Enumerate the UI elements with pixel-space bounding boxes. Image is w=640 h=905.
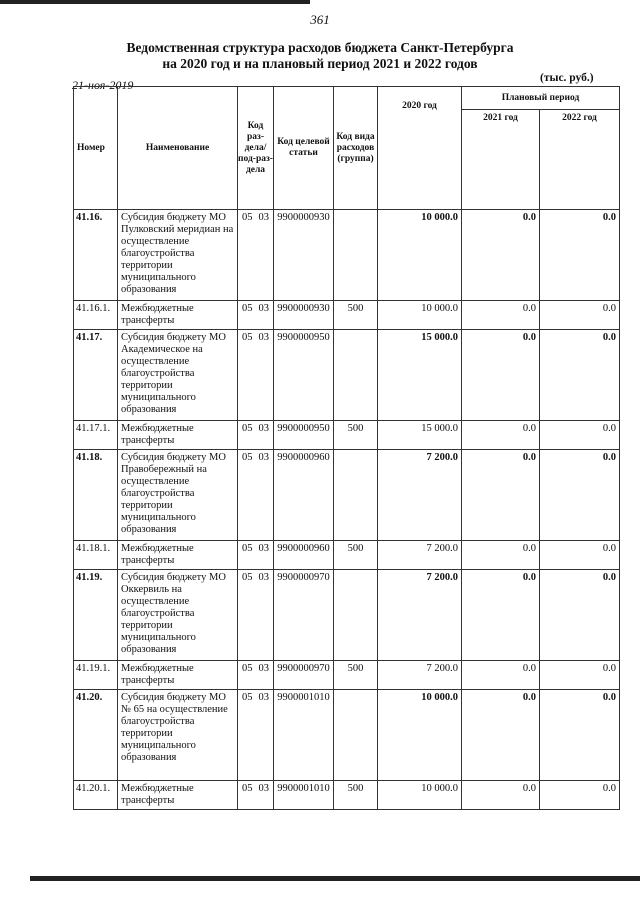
row-target-code: 9900000960 bbox=[274, 450, 334, 541]
row-value-2022: 0.0 bbox=[540, 330, 620, 421]
header-type: Код вида расходов (группа) bbox=[334, 87, 378, 210]
header-number: Номер bbox=[74, 87, 118, 210]
document-title bbox=[0, 40, 640, 72]
row-value-2020: 7 200.0 bbox=[378, 450, 462, 541]
header-plan-period: Плановый период bbox=[462, 87, 620, 110]
row-section: 05 bbox=[242, 423, 253, 434]
row-value-2020: 10 000.0 bbox=[378, 210, 462, 301]
row-value-2022: 0.0 bbox=[540, 781, 620, 810]
row-name: Субсидия бюджету МО Академическое на осуществление благоустройства территории муниципального образования bbox=[118, 330, 238, 421]
row-value-2020: 15 000.0 bbox=[378, 421, 462, 450]
row-section: 05 bbox=[242, 332, 253, 343]
row-value-2022: 0.0 bbox=[540, 541, 620, 570]
row-subsection: 03 bbox=[258, 212, 269, 223]
row-value-2022: 0.0 bbox=[540, 301, 620, 330]
row-subsection: 03 bbox=[258, 692, 269, 703]
row-section: 05 bbox=[242, 543, 253, 554]
header-target: Код целевой статьи bbox=[274, 87, 334, 210]
row-name: Межбюджетные трансферты bbox=[118, 541, 238, 570]
row-expense-type bbox=[334, 330, 378, 421]
row-value-2020: 7 200.0 bbox=[378, 541, 462, 570]
row-target-code: 9900001010 bbox=[274, 781, 334, 810]
table-row bbox=[74, 661, 620, 690]
row-subsection: 03 bbox=[258, 332, 269, 343]
row-value-2022: 0.0 bbox=[540, 661, 620, 690]
row-expense-type: 500 bbox=[334, 301, 378, 330]
row-section: 05 bbox=[242, 452, 253, 463]
row-value-2021: 0.0 bbox=[462, 661, 540, 690]
row-section-code bbox=[238, 421, 274, 450]
table-row bbox=[74, 781, 620, 810]
title-line-2: на 2020 год и на плановый период 2021 и 2022 годов bbox=[162, 56, 478, 71]
row-number: 41.20. bbox=[74, 690, 118, 781]
row-value-2020: 10 000.0 bbox=[378, 301, 462, 330]
table-row bbox=[74, 301, 620, 330]
row-value-2020: 10 000.0 bbox=[378, 781, 462, 810]
row-section-code bbox=[238, 570, 274, 661]
row-value-2022: 0.0 bbox=[540, 210, 620, 301]
table-row bbox=[74, 330, 620, 421]
row-number: 41.17. bbox=[74, 330, 118, 421]
row-name: Межбюджетные трансферты bbox=[118, 661, 238, 690]
row-expense-type: 500 bbox=[334, 541, 378, 570]
bottom-edge-bar bbox=[30, 876, 640, 881]
row-section-code bbox=[238, 210, 274, 301]
row-value-2022: 0.0 bbox=[540, 450, 620, 541]
row-section-code bbox=[238, 450, 274, 541]
table-row bbox=[74, 210, 620, 301]
row-number: 41.18. bbox=[74, 450, 118, 541]
row-subsection: 03 bbox=[258, 663, 269, 674]
row-value-2021: 0.0 bbox=[462, 781, 540, 810]
row-value-2021: 0.0 bbox=[462, 301, 540, 330]
header-2022: 2022 год bbox=[540, 110, 620, 210]
row-target-code: 9900000930 bbox=[274, 301, 334, 330]
row-section: 05 bbox=[242, 783, 253, 794]
row-expense-type: 500 bbox=[334, 661, 378, 690]
row-target-code: 9900000950 bbox=[274, 421, 334, 450]
row-section-code bbox=[238, 690, 274, 781]
row-section: 05 bbox=[242, 303, 253, 314]
row-value-2021: 0.0 bbox=[462, 690, 540, 781]
row-value-2021: 0.0 bbox=[462, 330, 540, 421]
row-number: 41.17.1. bbox=[74, 421, 118, 450]
row-subsection: 03 bbox=[258, 423, 269, 434]
row-value-2021: 0.0 bbox=[462, 450, 540, 541]
row-expense-type bbox=[334, 210, 378, 301]
row-section-code bbox=[238, 330, 274, 421]
row-name: Межбюджетные трансферты bbox=[118, 421, 238, 450]
row-subsection: 03 bbox=[258, 452, 269, 463]
row-section-code bbox=[238, 661, 274, 690]
row-section: 05 bbox=[242, 572, 253, 583]
row-name: Субсидия бюджету МО № 65 на осуществление благоустройства территории муниципального образования bbox=[118, 690, 238, 781]
row-number: 41.20.1. bbox=[74, 781, 118, 810]
row-number: 41.18.1. bbox=[74, 541, 118, 570]
row-target-code: 9900000950 bbox=[274, 330, 334, 421]
table-body bbox=[74, 210, 620, 810]
row-expense-type bbox=[334, 570, 378, 661]
row-number: 41.16.1. bbox=[74, 301, 118, 330]
row-value-2021: 0.0 bbox=[462, 210, 540, 301]
row-value-2021: 0.0 bbox=[462, 541, 540, 570]
table-row bbox=[74, 450, 620, 541]
row-value-2021: 0.0 bbox=[462, 570, 540, 661]
row-target-code: 9900000970 bbox=[274, 661, 334, 690]
row-name: Межбюджетные трансферты bbox=[118, 781, 238, 810]
row-expense-type bbox=[334, 450, 378, 541]
row-number: 41.16. bbox=[74, 210, 118, 301]
row-number: 41.19. bbox=[74, 570, 118, 661]
row-value-2022: 0.0 bbox=[540, 421, 620, 450]
row-name: Субсидия бюджету МО Правобережный на осуществление благоустройства территории муниципального образования bbox=[118, 450, 238, 541]
row-expense-type: 500 bbox=[334, 781, 378, 810]
table-row bbox=[74, 541, 620, 570]
units-label: (тыс. руб.) bbox=[540, 72, 594, 84]
row-value-2020: 10 000.0 bbox=[378, 690, 462, 781]
header-section: Код раз-дела/ под-раз-дела bbox=[238, 87, 274, 210]
row-expense-type: 500 bbox=[334, 421, 378, 450]
row-section-code bbox=[238, 781, 274, 810]
budget-table bbox=[73, 86, 620, 810]
row-expense-type bbox=[334, 690, 378, 781]
row-value-2020: 7 200.0 bbox=[378, 661, 462, 690]
row-name: Субсидия бюджету МО Пулковский меридиан на осуществление благоустройства территории муниципального образования bbox=[118, 210, 238, 301]
row-value-2020: 15 000.0 bbox=[378, 330, 462, 421]
row-subsection: 03 bbox=[258, 572, 269, 583]
row-target-code: 9900000930 bbox=[274, 210, 334, 301]
document-date: 21-ноя-2019 bbox=[72, 78, 134, 92]
row-number: 41.19.1. bbox=[74, 661, 118, 690]
row-name: Субсидия бюджету МО Оккервиль на осуществление благоустройства территории муниципального образования bbox=[118, 570, 238, 661]
page-number: 361 bbox=[310, 12, 330, 27]
row-value-2022: 0.0 bbox=[540, 690, 620, 781]
row-value-2022: 0.0 bbox=[540, 570, 620, 661]
row-value-2021: 0.0 bbox=[462, 421, 540, 450]
header-name: Наименование bbox=[118, 87, 238, 210]
row-target-code: 9900001010 bbox=[274, 690, 334, 781]
row-subsection: 03 bbox=[258, 783, 269, 794]
row-subsection: 03 bbox=[258, 543, 269, 554]
row-section-code bbox=[238, 301, 274, 330]
row-name: Межбюджетные трансферты bbox=[118, 301, 238, 330]
row-section: 05 bbox=[242, 663, 253, 674]
header-2020: 2020 год bbox=[378, 87, 462, 210]
title-line-1: Ведомственная структура расходов бюджета Санкт-Петербурга bbox=[126, 40, 514, 55]
row-value-2020: 7 200.0 bbox=[378, 570, 462, 661]
row-target-code: 9900000970 bbox=[274, 570, 334, 661]
row-subsection: 03 bbox=[258, 303, 269, 314]
row-section: 05 bbox=[242, 212, 253, 223]
table-row bbox=[74, 570, 620, 661]
top-edge-bar bbox=[0, 0, 310, 4]
table-row bbox=[74, 421, 620, 450]
header-2021: 2021 год bbox=[462, 110, 540, 210]
table-row bbox=[74, 690, 620, 781]
row-target-code: 9900000960 bbox=[274, 541, 334, 570]
row-section: 05 bbox=[242, 692, 253, 703]
row-section-code bbox=[238, 541, 274, 570]
